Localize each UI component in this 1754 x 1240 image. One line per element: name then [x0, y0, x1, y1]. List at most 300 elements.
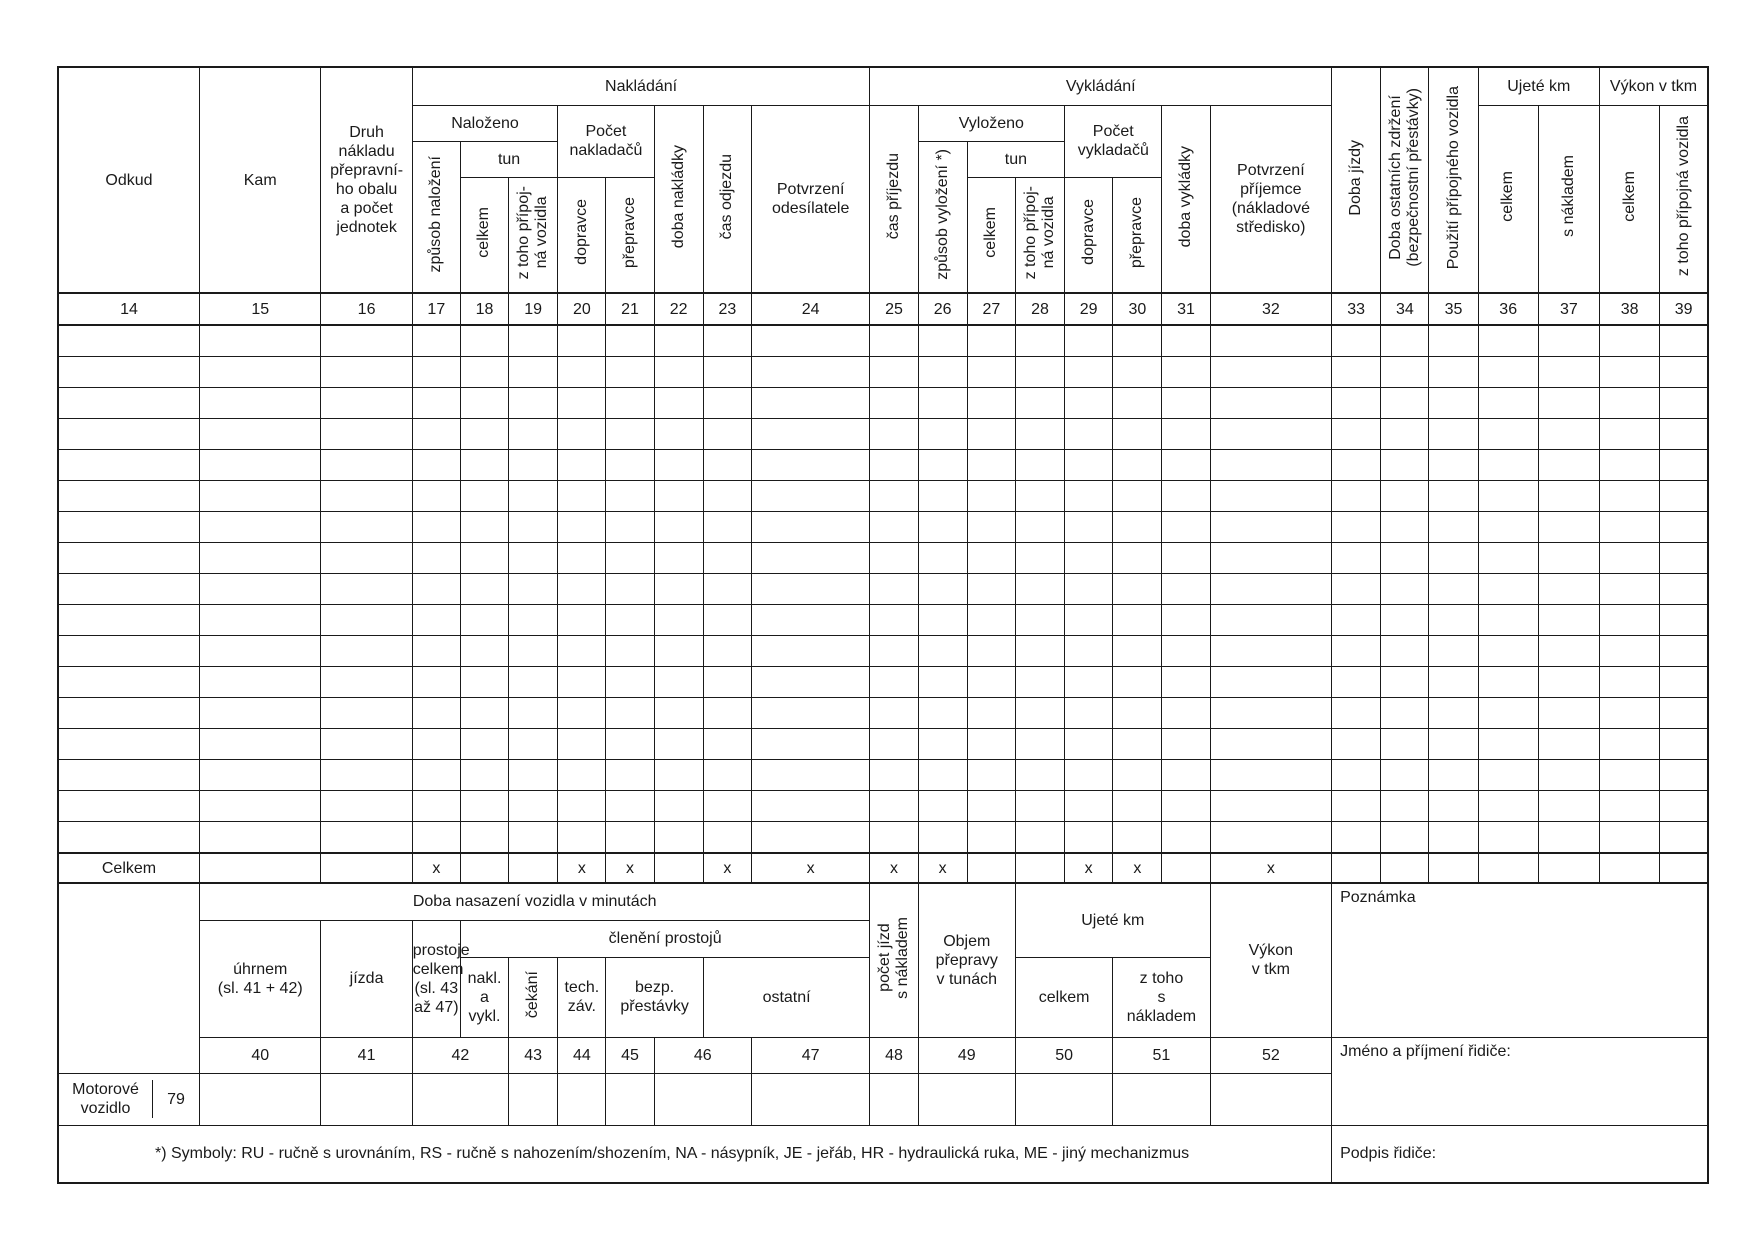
- entry-cell[interactable]: [321, 574, 412, 605]
- entry-cell[interactable]: [1113, 388, 1162, 419]
- entry-cell[interactable]: [870, 450, 918, 481]
- entry-cell[interactable]: [1210, 729, 1331, 760]
- entry-cell[interactable]: [606, 605, 654, 636]
- entry-cell[interactable]: [967, 450, 1015, 481]
- entry-cell[interactable]: [321, 543, 412, 574]
- entry-cell[interactable]: [751, 512, 869, 543]
- entry-cell[interactable]: [558, 667, 606, 698]
- entry-cell[interactable]: [1065, 667, 1113, 698]
- entry-cell[interactable]: [1538, 791, 1599, 822]
- entry-cell[interactable]: [654, 450, 703, 481]
- entry-cell[interactable]: [1538, 605, 1599, 636]
- entry-cell[interactable]: [1332, 698, 1381, 729]
- entry-cell[interactable]: [967, 481, 1015, 512]
- entry-cell[interactable]: [1162, 574, 1210, 605]
- entry-cell[interactable]: [412, 791, 460, 822]
- entry-cell[interactable]: [558, 760, 606, 791]
- entry-cell[interactable]: [200, 357, 321, 388]
- entry-cell[interactable]: [1538, 822, 1599, 854]
- entry-cell[interactable]: [654, 512, 703, 543]
- entry-cell[interactable]: [460, 357, 508, 388]
- entry-cell[interactable]: [1478, 357, 1538, 388]
- entry-cell[interactable]: [1332, 325, 1381, 357]
- entry-cell[interactable]: [200, 729, 321, 760]
- entry-cell[interactable]: [1113, 543, 1162, 574]
- entry-cell[interactable]: [1113, 419, 1162, 450]
- entry-cell[interactable]: [606, 450, 654, 481]
- entry-cell[interactable]: [751, 822, 869, 854]
- cell[interactable]: [1478, 853, 1538, 883]
- entry-cell[interactable]: [918, 636, 967, 667]
- entry-cell[interactable]: [703, 760, 751, 791]
- entry-cell[interactable]: [1538, 388, 1599, 419]
- entry-cell[interactable]: [509, 791, 558, 822]
- entry-cell[interactable]: [1538, 760, 1599, 791]
- entry-cell[interactable]: [1332, 822, 1381, 854]
- entry-cell[interactable]: [1660, 325, 1708, 357]
- entry-cell[interactable]: [870, 543, 918, 574]
- entry-cell[interactable]: [1162, 760, 1210, 791]
- entry-cell[interactable]: [200, 450, 321, 481]
- entry-cell[interactable]: [1065, 636, 1113, 667]
- entry-cell[interactable]: [558, 325, 606, 357]
- entry-cell[interactable]: [1162, 481, 1210, 512]
- entry-cell[interactable]: [1600, 543, 1660, 574]
- entry-cell[interactable]: [1210, 388, 1331, 419]
- entry-cell[interactable]: [1210, 760, 1331, 791]
- entry-cell[interactable]: [200, 791, 321, 822]
- entry-cell[interactable]: [703, 481, 751, 512]
- entry-cell[interactable]: [1429, 325, 1478, 357]
- entry-cell[interactable]: [918, 791, 967, 822]
- entry-cell[interactable]: [412, 822, 460, 854]
- entry-cell[interactable]: [1113, 760, 1162, 791]
- entry-cell[interactable]: [1332, 636, 1381, 667]
- entry-cell[interactable]: [1210, 543, 1331, 574]
- poznamka-field[interactable]: Poznámka: [1332, 883, 1708, 1037]
- entry-cell[interactable]: [1660, 605, 1708, 636]
- entry-cell[interactable]: [1015, 481, 1064, 512]
- entry-cell[interactable]: [751, 481, 869, 512]
- entry-cell[interactable]: [1113, 574, 1162, 605]
- entry-cell[interactable]: [58, 574, 200, 605]
- cell[interactable]: [751, 1073, 869, 1125]
- entry-cell[interactable]: [751, 729, 869, 760]
- cell[interactable]: [1660, 853, 1708, 883]
- entry-cell[interactable]: [751, 325, 869, 357]
- entry-cell[interactable]: [606, 388, 654, 419]
- entry-cell[interactable]: [509, 574, 558, 605]
- entry-cell[interactable]: [460, 698, 508, 729]
- entry-cell[interactable]: [1015, 357, 1064, 388]
- entry-cell[interactable]: [606, 357, 654, 388]
- entry-cell[interactable]: [870, 419, 918, 450]
- entry-cell[interactable]: [1210, 419, 1331, 450]
- entry-cell[interactable]: [703, 543, 751, 574]
- entry-cell[interactable]: [1381, 512, 1429, 543]
- entry-cell[interactable]: [321, 822, 412, 854]
- entry-cell[interactable]: [918, 760, 967, 791]
- entry-cell[interactable]: [1429, 543, 1478, 574]
- entry-cell[interactable]: [918, 729, 967, 760]
- entry-cell[interactable]: [1015, 729, 1064, 760]
- entry-cell[interactable]: [1429, 667, 1478, 698]
- entry-cell[interactable]: [703, 667, 751, 698]
- entry-cell[interactable]: [58, 729, 200, 760]
- entry-cell[interactable]: [1600, 357, 1660, 388]
- entry-cell[interactable]: [1015, 574, 1064, 605]
- entry-cell[interactable]: [1381, 605, 1429, 636]
- entry-cell[interactable]: [606, 574, 654, 605]
- entry-cell[interactable]: [1381, 543, 1429, 574]
- entry-cell[interactable]: [558, 605, 606, 636]
- entry-cell[interactable]: [654, 698, 703, 729]
- entry-cell[interactable]: [1429, 388, 1478, 419]
- entry-cell[interactable]: [918, 388, 967, 419]
- entry-cell[interactable]: [1478, 760, 1538, 791]
- entry-cell[interactable]: [1113, 481, 1162, 512]
- entry-cell[interactable]: [703, 388, 751, 419]
- entry-cell[interactable]: [1065, 357, 1113, 388]
- entry-cell[interactable]: [870, 357, 918, 388]
- cell[interactable]: [1210, 1073, 1331, 1125]
- entry-cell[interactable]: [751, 450, 869, 481]
- entry-cell[interactable]: [870, 605, 918, 636]
- entry-cell[interactable]: [58, 481, 200, 512]
- entry-cell[interactable]: [1478, 543, 1538, 574]
- entry-cell[interactable]: [1660, 729, 1708, 760]
- entry-cell[interactable]: [1210, 636, 1331, 667]
- cell[interactable]: [918, 1073, 1015, 1125]
- entry-cell[interactable]: [58, 791, 200, 822]
- entry-cell[interactable]: [703, 512, 751, 543]
- entry-cell[interactable]: [1660, 636, 1708, 667]
- entry-cell[interactable]: [509, 357, 558, 388]
- entry-cell[interactable]: [606, 698, 654, 729]
- entry-cell[interactable]: [1113, 729, 1162, 760]
- entry-cell[interactable]: [1162, 698, 1210, 729]
- entry-cell[interactable]: [1162, 729, 1210, 760]
- entry-cell[interactable]: [412, 667, 460, 698]
- entry-cell[interactable]: [509, 822, 558, 854]
- cell[interactable]: [200, 853, 321, 883]
- entry-cell[interactable]: [870, 667, 918, 698]
- entry-cell[interactable]: [703, 419, 751, 450]
- entry-cell[interactable]: [460, 481, 508, 512]
- entry-cell[interactable]: [1478, 574, 1538, 605]
- cell[interactable]: [509, 853, 558, 883]
- entry-cell[interactable]: [703, 325, 751, 357]
- entry-cell[interactable]: [1600, 419, 1660, 450]
- entry-cell[interactable]: [1660, 667, 1708, 698]
- entry-cell[interactable]: [558, 729, 606, 760]
- entry-cell[interactable]: [1065, 325, 1113, 357]
- entry-cell[interactable]: [870, 512, 918, 543]
- entry-cell[interactable]: [1381, 450, 1429, 481]
- entry-cell[interactable]: [606, 543, 654, 574]
- entry-cell[interactable]: [460, 791, 508, 822]
- entry-cell[interactable]: [1600, 325, 1660, 357]
- entry-cell[interactable]: [1015, 698, 1064, 729]
- entry-cell[interactable]: [1478, 636, 1538, 667]
- entry-cell[interactable]: [1113, 822, 1162, 854]
- entry-cell[interactable]: [1332, 419, 1381, 450]
- entry-cell[interactable]: [606, 325, 654, 357]
- entry-cell[interactable]: [200, 667, 321, 698]
- entry-cell[interactable]: [1660, 388, 1708, 419]
- entry-cell[interactable]: [703, 605, 751, 636]
- entry-cell[interactable]: [1381, 698, 1429, 729]
- entry-cell[interactable]: [1332, 760, 1381, 791]
- entry-cell[interactable]: [870, 698, 918, 729]
- entry-cell[interactable]: [1538, 419, 1599, 450]
- entry-cell[interactable]: [1015, 791, 1064, 822]
- entry-cell[interactable]: [558, 698, 606, 729]
- entry-cell[interactable]: [751, 357, 869, 388]
- entry-cell[interactable]: [321, 450, 412, 481]
- entry-cell[interactable]: [1478, 325, 1538, 357]
- entry-cell[interactable]: [460, 636, 508, 667]
- entry-cell[interactable]: [321, 388, 412, 419]
- entry-cell[interactable]: [1660, 822, 1708, 854]
- entry-cell[interactable]: [1332, 605, 1381, 636]
- entry-cell[interactable]: [1429, 574, 1478, 605]
- entry-cell[interactable]: [1113, 791, 1162, 822]
- entry-cell[interactable]: [1162, 388, 1210, 419]
- cell[interactable]: [509, 1073, 558, 1125]
- entry-cell[interactable]: [1162, 512, 1210, 543]
- entry-cell[interactable]: [1429, 760, 1478, 791]
- entry-cell[interactable]: [967, 388, 1015, 419]
- entry-cell[interactable]: [200, 698, 321, 729]
- entry-cell[interactable]: [606, 419, 654, 450]
- entry-cell[interactable]: [1429, 791, 1478, 822]
- cell[interactable]: [1429, 853, 1478, 883]
- entry-cell[interactable]: [1113, 450, 1162, 481]
- entry-cell[interactable]: [1429, 357, 1478, 388]
- entry-cell[interactable]: [558, 481, 606, 512]
- entry-cell[interactable]: [200, 543, 321, 574]
- entry-cell[interactable]: [606, 760, 654, 791]
- cell[interactable]: [460, 853, 508, 883]
- cell[interactable]: [321, 1073, 412, 1125]
- entry-cell[interactable]: [1210, 450, 1331, 481]
- entry-cell[interactable]: [412, 543, 460, 574]
- entry-cell[interactable]: [967, 543, 1015, 574]
- entry-cell[interactable]: [606, 667, 654, 698]
- entry-cell[interactable]: [1065, 512, 1113, 543]
- entry-cell[interactable]: [460, 822, 508, 854]
- entry-cell[interactable]: [870, 325, 918, 357]
- entry-cell[interactable]: [58, 357, 200, 388]
- entry-cell[interactable]: [509, 388, 558, 419]
- entry-cell[interactable]: [58, 822, 200, 854]
- entry-cell[interactable]: [1660, 357, 1708, 388]
- entry-cell[interactable]: [1600, 667, 1660, 698]
- entry-cell[interactable]: [1381, 791, 1429, 822]
- entry-cell[interactable]: [1015, 543, 1064, 574]
- entry-cell[interactable]: [58, 667, 200, 698]
- entry-cell[interactable]: [654, 543, 703, 574]
- entry-cell[interactable]: [967, 605, 1015, 636]
- entry-cell[interactable]: [1600, 481, 1660, 512]
- entry-cell[interactable]: [509, 543, 558, 574]
- entry-cell[interactable]: [1162, 419, 1210, 450]
- entry-cell[interactable]: [321, 729, 412, 760]
- entry-cell[interactable]: [1381, 636, 1429, 667]
- entry-cell[interactable]: [703, 729, 751, 760]
- entry-cell[interactable]: [751, 388, 869, 419]
- entry-cell[interactable]: [606, 481, 654, 512]
- entry-cell[interactable]: [1478, 388, 1538, 419]
- entry-cell[interactable]: [1210, 822, 1331, 854]
- cell[interactable]: [412, 1073, 508, 1125]
- entry-cell[interactable]: [1660, 791, 1708, 822]
- cell[interactable]: [321, 853, 412, 883]
- cell[interactable]: [1015, 1073, 1112, 1125]
- entry-cell[interactable]: [1332, 574, 1381, 605]
- entry-cell[interactable]: [1015, 760, 1064, 791]
- cell[interactable]: [1015, 853, 1064, 883]
- entry-cell[interactable]: [200, 760, 321, 791]
- entry-cell[interactable]: [412, 698, 460, 729]
- entry-cell[interactable]: [58, 760, 200, 791]
- entry-cell[interactable]: [703, 574, 751, 605]
- entry-cell[interactable]: [654, 388, 703, 419]
- entry-cell[interactable]: [1478, 822, 1538, 854]
- entry-cell[interactable]: [460, 450, 508, 481]
- entry-cell[interactable]: [1065, 605, 1113, 636]
- entry-cell[interactable]: [1538, 543, 1599, 574]
- entry-cell[interactable]: [509, 450, 558, 481]
- entry-cell[interactable]: [1478, 791, 1538, 822]
- entry-cell[interactable]: [509, 729, 558, 760]
- entry-cell[interactable]: [1015, 667, 1064, 698]
- entry-cell[interactable]: [58, 605, 200, 636]
- entry-cell[interactable]: [967, 512, 1015, 543]
- entry-cell[interactable]: [1162, 605, 1210, 636]
- entry-cell[interactable]: [1660, 760, 1708, 791]
- entry-cell[interactable]: [558, 791, 606, 822]
- entry-cell[interactable]: [1015, 636, 1064, 667]
- entry-cell[interactable]: [321, 357, 412, 388]
- entry-cell[interactable]: [751, 760, 869, 791]
- entry-cell[interactable]: [558, 357, 606, 388]
- entry-cell[interactable]: [751, 636, 869, 667]
- entry-cell[interactable]: [412, 729, 460, 760]
- entry-cell[interactable]: [1600, 388, 1660, 419]
- entry-cell[interactable]: [654, 419, 703, 450]
- entry-cell[interactable]: [606, 822, 654, 854]
- entry-cell[interactable]: [58, 543, 200, 574]
- entry-cell[interactable]: [751, 543, 869, 574]
- cell[interactable]: [967, 853, 1015, 883]
- entry-cell[interactable]: [200, 822, 321, 854]
- entry-cell[interactable]: [1429, 450, 1478, 481]
- entry-cell[interactable]: [654, 791, 703, 822]
- entry-cell[interactable]: [460, 667, 508, 698]
- entry-cell[interactable]: [606, 636, 654, 667]
- entry-cell[interactable]: [1065, 543, 1113, 574]
- entry-cell[interactable]: [58, 698, 200, 729]
- entry-cell[interactable]: [509, 667, 558, 698]
- entry-cell[interactable]: [200, 574, 321, 605]
- entry-cell[interactable]: [967, 760, 1015, 791]
- entry-cell[interactable]: [321, 636, 412, 667]
- entry-cell[interactable]: [1600, 698, 1660, 729]
- entry-cell[interactable]: [58, 388, 200, 419]
- entry-cell[interactable]: [918, 543, 967, 574]
- entry-cell[interactable]: [918, 574, 967, 605]
- entry-cell[interactable]: [1162, 822, 1210, 854]
- entry-cell[interactable]: [1600, 512, 1660, 543]
- entry-cell[interactable]: [1660, 543, 1708, 574]
- entry-cell[interactable]: [58, 419, 200, 450]
- entry-cell[interactable]: [1113, 605, 1162, 636]
- entry-cell[interactable]: [1162, 791, 1210, 822]
- cell[interactable]: [606, 1073, 654, 1125]
- entry-cell[interactable]: [412, 574, 460, 605]
- entry-cell[interactable]: [1332, 667, 1381, 698]
- entry-cell[interactable]: [321, 605, 412, 636]
- entry-cell[interactable]: [967, 791, 1015, 822]
- entry-cell[interactable]: [1381, 481, 1429, 512]
- entry-cell[interactable]: [1162, 450, 1210, 481]
- cell[interactable]: [1381, 853, 1429, 883]
- entry-cell[interactable]: [509, 636, 558, 667]
- jmeno-ridice-field[interactable]: Jméno a příjmení řidiče:: [1332, 1037, 1708, 1125]
- entry-cell[interactable]: [1332, 357, 1381, 388]
- entry-cell[interactable]: [321, 481, 412, 512]
- entry-cell[interactable]: [1538, 325, 1599, 357]
- entry-cell[interactable]: [412, 357, 460, 388]
- entry-cell[interactable]: [1162, 325, 1210, 357]
- cell[interactable]: [1332, 853, 1381, 883]
- entry-cell[interactable]: [1478, 605, 1538, 636]
- entry-cell[interactable]: [1660, 512, 1708, 543]
- entry-cell[interactable]: [321, 667, 412, 698]
- entry-cell[interactable]: [1600, 760, 1660, 791]
- cell[interactable]: [1113, 1073, 1210, 1125]
- entry-cell[interactable]: [1660, 574, 1708, 605]
- entry-cell[interactable]: [1210, 667, 1331, 698]
- entry-cell[interactable]: [558, 450, 606, 481]
- entry-cell[interactable]: [509, 512, 558, 543]
- entry-cell[interactable]: [200, 419, 321, 450]
- entry-cell[interactable]: [870, 574, 918, 605]
- entry-cell[interactable]: [967, 667, 1015, 698]
- entry-cell[interactable]: [1113, 667, 1162, 698]
- entry-cell[interactable]: [967, 698, 1015, 729]
- entry-cell[interactable]: [1538, 450, 1599, 481]
- entry-cell[interactable]: [654, 357, 703, 388]
- entry-cell[interactable]: [200, 605, 321, 636]
- entry-cell[interactable]: [200, 388, 321, 419]
- entry-cell[interactable]: [751, 419, 869, 450]
- cell[interactable]: [200, 1073, 321, 1125]
- entry-cell[interactable]: [654, 729, 703, 760]
- entry-cell[interactable]: [558, 388, 606, 419]
- entry-cell[interactable]: [870, 481, 918, 512]
- entry-cell[interactable]: [412, 388, 460, 419]
- entry-cell[interactable]: [509, 325, 558, 357]
- entry-cell[interactable]: [1538, 667, 1599, 698]
- entry-cell[interactable]: [1332, 729, 1381, 760]
- entry-cell[interactable]: [558, 419, 606, 450]
- entry-cell[interactable]: [1429, 698, 1478, 729]
- entry-cell[interactable]: [1162, 667, 1210, 698]
- entry-cell[interactable]: [918, 481, 967, 512]
